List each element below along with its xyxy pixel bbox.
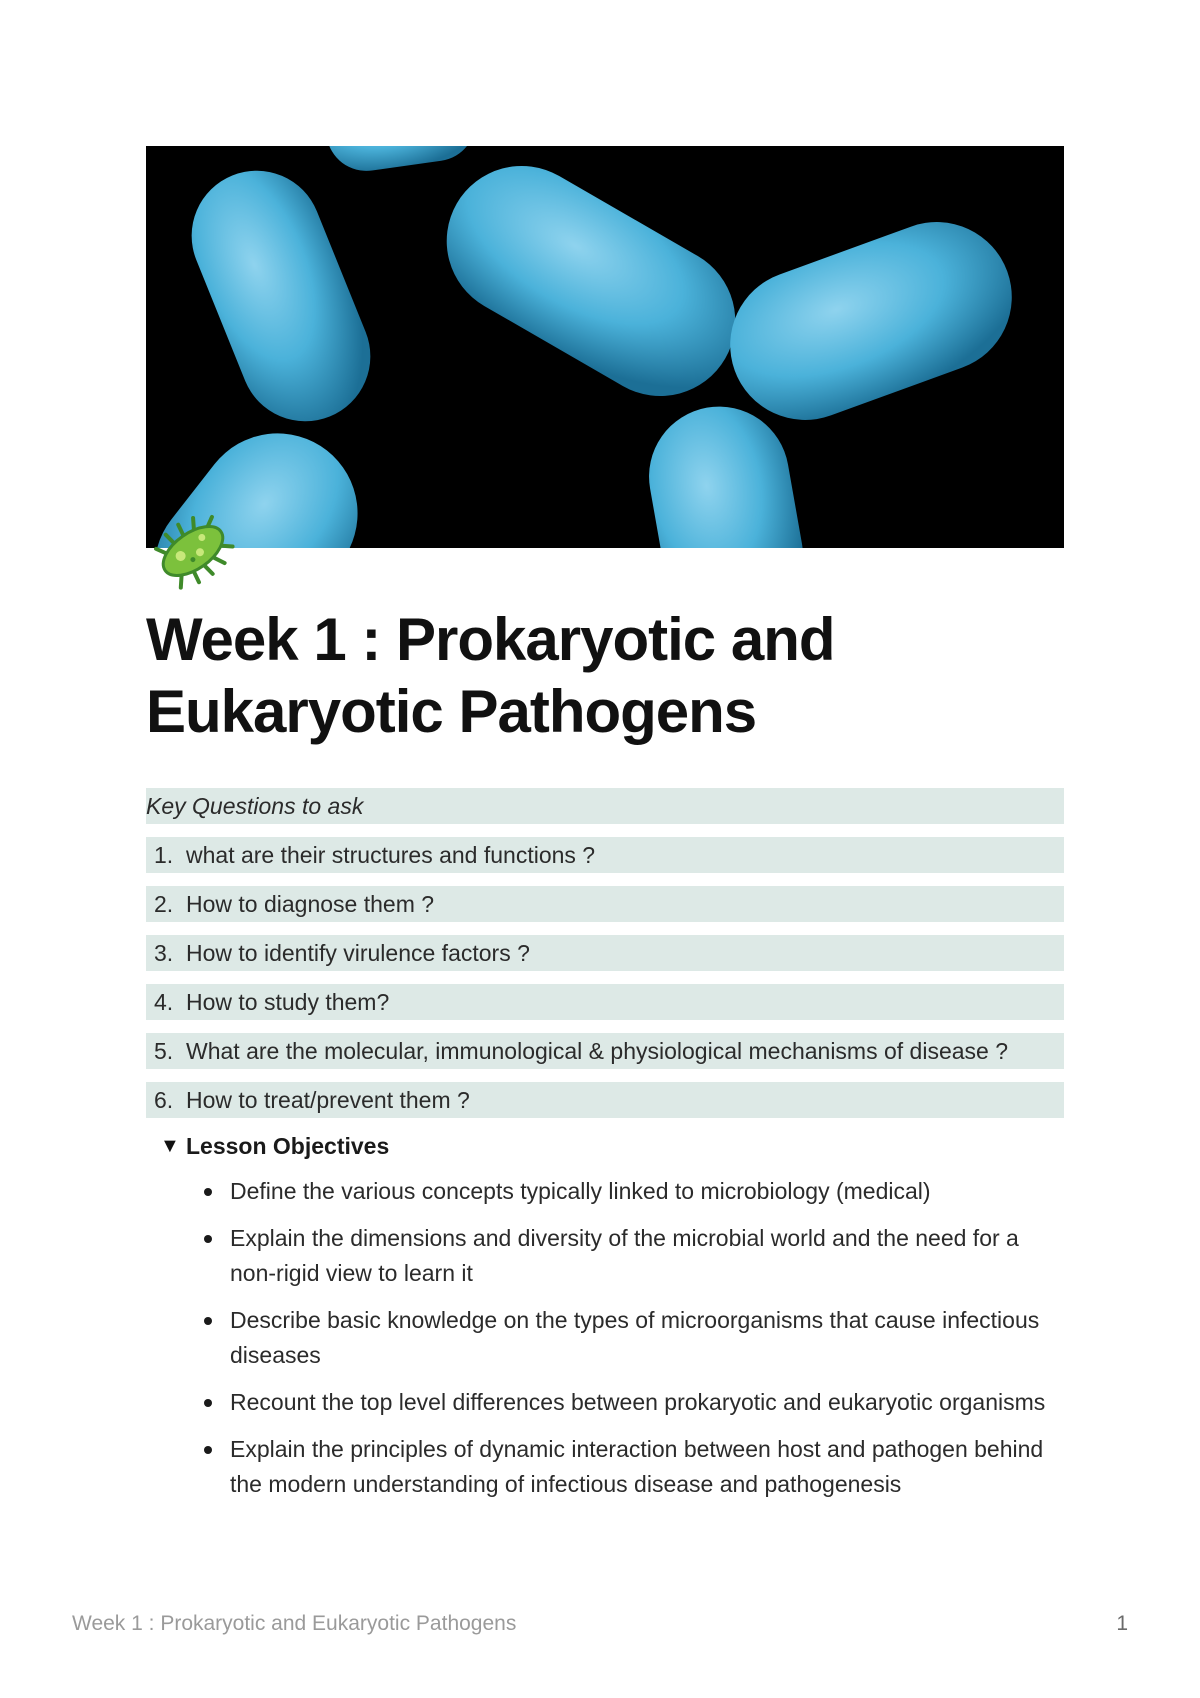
list-number: 6. bbox=[154, 1087, 174, 1113]
list-item bbox=[200, 1432, 1064, 1502]
list-item bbox=[146, 886, 1064, 922]
list-item bbox=[146, 984, 1064, 1020]
cover-image bbox=[146, 146, 1064, 548]
key-questions-callout bbox=[146, 788, 1064, 1131]
lesson-objectives-toggle bbox=[146, 1126, 1064, 1514]
list-number: 2. bbox=[154, 891, 174, 917]
list-item bbox=[200, 1174, 1064, 1209]
list-number: 5. bbox=[154, 1038, 174, 1064]
objectives-list bbox=[146, 1174, 1064, 1502]
list-text: Describe basic knowledge on the types of microorganisms that cause infectious diseases bbox=[230, 1307, 1040, 1368]
list-number: 4. bbox=[154, 989, 174, 1015]
list-item bbox=[146, 837, 1064, 873]
bullet-icon bbox=[204, 1399, 212, 1407]
microbe-icon bbox=[150, 508, 236, 594]
list-item bbox=[200, 1385, 1064, 1420]
bullet-icon bbox=[204, 1317, 212, 1325]
key-questions-list bbox=[146, 837, 1064, 1118]
list-number: 1. bbox=[154, 842, 174, 868]
list-text: Recount the top level differences between prokaryotic and eukaryotic organisms bbox=[230, 1389, 1046, 1415]
list-text: Define the various concepts typically linked to microbiology (medical) bbox=[230, 1178, 931, 1204]
toggle-arrow-icon[interactable]: ▼ bbox=[160, 1135, 180, 1157]
toggle-label: Lesson Objectives bbox=[186, 1132, 390, 1159]
toggle-header[interactable] bbox=[146, 1126, 1064, 1166]
list-text: How to diagnose them ? bbox=[186, 891, 435, 917]
list-text: How to identify virulence factors ? bbox=[186, 940, 530, 966]
list-item bbox=[146, 1082, 1064, 1118]
list-text: what are their structures and functions ? bbox=[186, 842, 596, 868]
list-text: What are the molecular, immunological & physiological mechanisms of disease ? bbox=[186, 1038, 1009, 1064]
bullet-icon bbox=[204, 1446, 212, 1454]
page-number: 1 bbox=[1116, 1612, 1128, 1635]
bacteria-illustration bbox=[146, 146, 1064, 548]
page-footer bbox=[72, 1612, 1128, 1636]
list-text: Explain the principles of dynamic interaction between host and pathogen behind the modern understanding of infectious disease and pathogenesis bbox=[230, 1436, 1044, 1497]
list-text: How to study them? bbox=[186, 989, 390, 1015]
list-item bbox=[146, 1033, 1064, 1069]
page-title: Week 1 : Prokaryotic and Eukaryotic Pathogens bbox=[146, 606, 835, 745]
list-text: How to treat/prevent them ? bbox=[186, 1087, 470, 1113]
list-item bbox=[146, 935, 1064, 971]
bullet-icon bbox=[204, 1235, 212, 1243]
list-number: 3. bbox=[154, 940, 174, 966]
list-item bbox=[200, 1221, 1064, 1291]
key-questions-heading: Key Questions to ask bbox=[146, 788, 1064, 824]
bullet-icon bbox=[204, 1188, 212, 1196]
footer-title: Week 1 : Prokaryotic and Eukaryotic Pathogens bbox=[72, 1612, 517, 1635]
list-item bbox=[200, 1303, 1064, 1373]
list-text: Explain the dimensions and diversity of the microbial world and the need for a non-rigid view to learn it bbox=[230, 1225, 1019, 1286]
